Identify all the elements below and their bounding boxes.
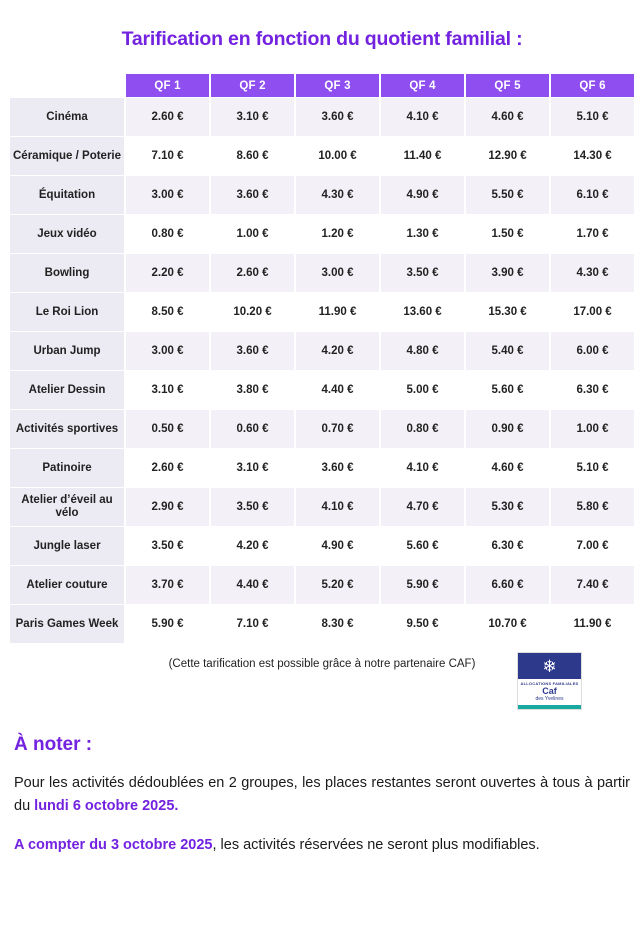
table-header-row [10, 74, 634, 97]
column-header-qf1: QF 1 [126, 74, 209, 97]
table-row [10, 176, 634, 214]
price-cell: 17.00 € [551, 293, 634, 331]
price-cell: 12.90 € [466, 137, 549, 175]
row-label: Cinéma [10, 98, 124, 136]
price-cell: 0.90 € [466, 410, 549, 448]
column-header-qf2: QF 2 [211, 74, 294, 97]
price-cell: 1.50 € [466, 215, 549, 253]
notes-heading: À noter : [14, 734, 93, 755]
notes-paragraph-2-highlight: A compter du 3 octobre 2025 [14, 837, 213, 853]
table-row [10, 332, 634, 370]
price-cell: 0.80 € [126, 215, 209, 253]
price-cell: 3.50 € [126, 527, 209, 565]
caf-note: (Cette tarification est possible grâce à notre partenaire CAF) [168, 658, 476, 670]
price-cell: 1.00 € [211, 215, 294, 253]
caf-logo-banner [518, 653, 581, 679]
price-cell: 0.50 € [126, 410, 209, 448]
price-cell: 8.50 € [126, 293, 209, 331]
row-label: Paris Games Week [10, 605, 124, 643]
price-cell: 8.60 € [211, 137, 294, 175]
price-cell: 3.10 € [126, 371, 209, 409]
price-cell: 10.20 € [211, 293, 294, 331]
price-cell: 3.10 € [211, 98, 294, 136]
caf-logo-line3: des Yvelines [535, 696, 564, 703]
caf-logo-line2: Caf [542, 686, 557, 697]
price-cell: 5.30 € [466, 488, 549, 526]
table-row [10, 527, 634, 565]
price-cell: 13.60 € [381, 293, 464, 331]
table-row [10, 137, 634, 175]
price-cell: 4.40 € [211, 566, 294, 604]
price-cell: 4.90 € [296, 527, 379, 565]
price-cell: 3.60 € [296, 98, 379, 136]
price-cell: 3.10 € [211, 449, 294, 487]
row-label: Atelier Dessin [10, 371, 124, 409]
row-label: Jungle laser [10, 527, 124, 565]
price-cell: 4.30 € [551, 254, 634, 292]
price-cell: 4.60 € [466, 449, 549, 487]
pricing-table [8, 73, 636, 644]
table-body [10, 98, 634, 643]
price-cell: 1.00 € [551, 410, 634, 448]
price-cell: 10.00 € [296, 137, 379, 175]
price-cell: 3.60 € [296, 449, 379, 487]
price-cell: 5.40 € [466, 332, 549, 370]
price-cell: 3.70 € [126, 566, 209, 604]
row-label: Urban Jump [10, 332, 124, 370]
price-cell: 4.20 € [296, 332, 379, 370]
price-cell: 8.30 € [296, 605, 379, 643]
price-cell: 2.20 € [126, 254, 209, 292]
price-cell: 2.60 € [211, 254, 294, 292]
price-cell: 5.60 € [381, 527, 464, 565]
price-cell: 3.80 € [211, 371, 294, 409]
caf-section [0, 652, 644, 716]
column-header-qf3: QF 3 [296, 74, 379, 97]
price-cell: 10.70 € [466, 605, 549, 643]
price-cell: 3.50 € [211, 488, 294, 526]
price-cell: 2.90 € [126, 488, 209, 526]
row-label: Patinoire [10, 449, 124, 487]
table-row [10, 488, 634, 526]
price-cell: 2.60 € [126, 98, 209, 136]
price-cell: 0.60 € [211, 410, 294, 448]
price-cell: 4.30 € [296, 176, 379, 214]
table-row [10, 449, 634, 487]
price-cell: 5.10 € [551, 449, 634, 487]
price-cell: 9.50 € [381, 605, 464, 643]
price-cell: 1.30 € [381, 215, 464, 253]
pricing-table-container [0, 73, 644, 644]
table-row [10, 605, 634, 643]
price-cell: 0.80 € [381, 410, 464, 448]
price-cell: 2.60 € [126, 449, 209, 487]
price-cell: 4.10 € [381, 98, 464, 136]
price-cell: 3.60 € [211, 176, 294, 214]
table-row [10, 98, 634, 136]
table-row [10, 254, 634, 292]
row-label: Céramique / Poterie [10, 137, 124, 175]
price-cell: 5.90 € [381, 566, 464, 604]
price-cell: 7.10 € [126, 137, 209, 175]
column-header-qf6: QF 6 [551, 74, 634, 97]
price-cell: 1.20 € [296, 215, 379, 253]
price-cell: 4.90 € [381, 176, 464, 214]
notes-paragraph-2-text: , les activités réservées ne seront plus modifiables. [212, 837, 540, 853]
price-cell: 5.60 € [466, 371, 549, 409]
caf-logo-line1: ALLOCATIONS FAMILIALES [520, 681, 579, 687]
price-cell: 14.30 € [551, 137, 634, 175]
row-label: Bowling [10, 254, 124, 292]
table-row [10, 566, 634, 604]
table-corner-cell [10, 74, 124, 97]
table-row [10, 371, 634, 409]
table-row [10, 215, 634, 253]
notes-section [0, 734, 644, 857]
price-cell: 3.60 € [211, 332, 294, 370]
table-header [10, 74, 634, 97]
price-cell: 4.10 € [296, 488, 379, 526]
price-cell: 4.60 € [466, 98, 549, 136]
price-cell: 7.10 € [211, 605, 294, 643]
price-cell: 3.00 € [126, 176, 209, 214]
price-cell: 6.30 € [551, 371, 634, 409]
row-label: Atelier d’éveil au vélo [10, 488, 124, 526]
price-cell: 1.70 € [551, 215, 634, 253]
price-cell: 6.10 € [551, 176, 634, 214]
row-label: Jeux vidéo [10, 215, 124, 253]
row-label: Activités sportives [10, 410, 124, 448]
price-cell: 5.10 € [551, 98, 634, 136]
price-cell: 5.80 € [551, 488, 634, 526]
price-cell: 11.90 € [296, 293, 379, 331]
notes-paragraph-1-text: Pour les activités dédoublées en 2 groupes, les places restantes seront ouvertes à tous à partir du [14, 775, 630, 814]
notes-paragraph-2 [14, 834, 630, 857]
price-cell: 5.20 € [296, 566, 379, 604]
price-cell: 6.60 € [466, 566, 549, 604]
price-cell: 3.90 € [466, 254, 549, 292]
price-cell: 5.50 € [466, 176, 549, 214]
price-cell: 3.00 € [296, 254, 379, 292]
row-label: Atelier couture [10, 566, 124, 604]
price-cell: 4.80 € [381, 332, 464, 370]
row-label: Le Roi Lion [10, 293, 124, 331]
row-label: Équitation [10, 176, 124, 214]
caf-logo-underline [518, 705, 581, 709]
document-page [0, 28, 644, 927]
price-cell: 0.70 € [296, 410, 379, 448]
caf-logo [517, 652, 582, 710]
price-cell: 6.00 € [551, 332, 634, 370]
notes-paragraph-1-highlight: lundi 6 octobre 2025. [34, 798, 179, 814]
snowflake-icon: ❄ [542, 656, 557, 676]
notes-paragraph-1 [14, 772, 630, 818]
price-cell: 4.10 € [381, 449, 464, 487]
price-cell: 7.00 € [551, 527, 634, 565]
price-cell: 15.30 € [466, 293, 549, 331]
price-cell: 6.30 € [466, 527, 549, 565]
page-title: Tarification en fonction du quotient familial : [121, 28, 523, 50]
price-cell: 4.70 € [381, 488, 464, 526]
price-cell: 3.50 € [381, 254, 464, 292]
price-cell: 4.40 € [296, 371, 379, 409]
price-cell: 11.90 € [551, 605, 634, 643]
table-row [10, 293, 634, 331]
price-cell: 5.00 € [381, 371, 464, 409]
price-cell: 11.40 € [381, 137, 464, 175]
table-row [10, 410, 634, 448]
price-cell: 3.00 € [126, 332, 209, 370]
price-cell: 4.20 € [211, 527, 294, 565]
column-header-qf4: QF 4 [381, 74, 464, 97]
price-cell: 7.40 € [551, 566, 634, 604]
price-cell: 5.90 € [126, 605, 209, 643]
column-header-qf5: QF 5 [466, 74, 549, 97]
